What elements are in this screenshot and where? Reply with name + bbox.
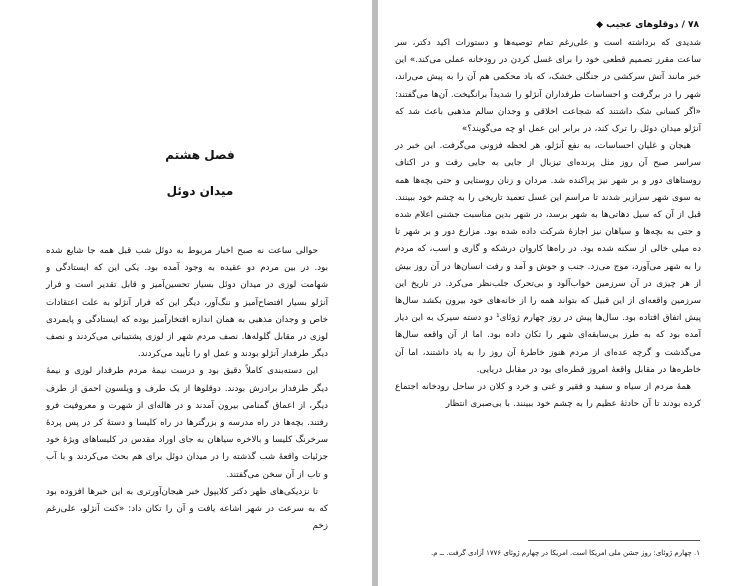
paragraph: هیجان و غلیان احساسات، به نفع آنژلو، هر لحظه فزونی می‌گرفت. این خبر در سراسر صبح آن روز مثل پرنده‌ای تیزبال از جایی به جایی رفت و در اکناف روستاهای دور و بر شهر نیز پراکنده شد. مردان و زنان روستایی و حتی بچه‌ها همه به سوی شهر سرازیر شدند تا مراسم این غسل تعمید تاریخی را به چشم خود ببینند. قبل از آن که سیل دهاتی‌ها به شهر برسد، در شهر بدین مناسبت جشنی اعلام شده و حتی به بچه‌ها و سیاهان نیز اجازهٔ شرکت داده شده بود. مزارع دور و بر شهر تا ده میلی خالی از سکنه شده بود. در راه‌ها کاروان درشکه و گاری و اسب، که مردم را به شهر می‌آورد، موج می‌زد. جنب و جوش و آمد و رفت انسان‌ها در آن روز بیش از هر چیزی در آن سرزمین خواب‌آلود و بی‌تحرک جلب‌نظر می‌کرد. در تاریخ این سرزمین واقعه‌ای از این قبیل که بتواند همه را از خانه‌های خود بیرون بکشد سال‌ها پیش اتفاق افتاده بود. سال‌ها پیش در روز چهارم ژوئای¹ دو دسته سیرک به این دیار آمده بود که به طرز بی‌سابقه‌ای شهر را تکان داده بود. اما از آن واقعه سال‌ها می‌گذشت و گرچه عده‌ای از مردم هنوز خاطرهٔ آن روز را به یاد داشتند، اما آن خاطره‌ها در مقابل واقعهٔ امروز قطره‌ای بود در مقابل دریایی.: [395, 141, 701, 375]
footnote: ۱. چهارم ژوئای: روز جشن ملی امریکا است. امریکا در چهارم ژوئای ۱۷۷۶ آزادی گرفت. ــ م.: [431, 549, 700, 557]
chapter-subtitle: میدان دوئل: [166, 184, 234, 198]
right-page: [378, 0, 750, 586]
running-header: ۷۸ / دوقلوهای عجیب ◆: [596, 20, 699, 30]
right-body-text: [395, 35, 701, 413]
paragraph: این دسته‌بندی کاملاً دقیق بود و درست نیمهٔ مردم طرفدار لوزی و نیمهٔ دیگر طرفدار برادرش بودند. دوقلوها از یک طرف و ویلسون احمق از طرف دیگر، از اعماق گمنامی بیرون آمدند و در هاله‌ای از شهرت و معروفیت فرو رفتند. بچه‌ها در راه مدرسه و بزرگترها در راه کلیسا و دستهٔ کر در پس پردهٔ سرخرنگ کلیسا و بالاخره سیاهان به جای اوراد مقدس در کلیساهای ویژهٔ خود جزئیات واقعهٔ شب گذشته را در میدان دوئل برای هم بحث می‌کردند و با آب و تاب از آن سخن می‌گفتند.: [46, 366, 328, 480]
left-body-text: [46, 243, 328, 535]
paragraph: همهٔ مردم از سیاه و سفید و فقیر و غنی و خرد و کلان در ساحل رودخانه اجتماع کرده بودند تا آن حادثهٔ عظیم را به چشم خود ببینند. با بی‌صبری انتظار: [395, 382, 701, 410]
paragraph: تا نزدیکی‌های ظهر دکتر کلایپول خبر هیجان‌آورتری به این خبرها افزوده بود که به سرعت در شهر اشاعه یافت و آن را تکان داد: «کنت آنژلو، علی‌رغم زخم: [46, 486, 328, 532]
left-page: [0, 0, 372, 586]
chapter-title: فصل هشتم: [165, 148, 235, 162]
paragraph: حوالی ساعت نه صبح اخبار مربوط به دوئل شب قبل همه جا شایع شده بود. در بین مردم دو عقیده به وجود آمده بود. یکی این که ایستادگی و شهامت لوزی در میدان دوئل بسیار تحسین‌آمیز و قابل تقدیر است و فرار آنژلو بسیار افتضاح‌آمیز و ننگ‌آور، دیگر این که فرار آنژلو به علت اعتقادات خاص و وجدان مذهبی به همان اندازه افتخارآمیز بوده که ایستادگی و پایمردی لوزی در مقابل گلوله‌ها. نصف مردم شهر از لوزی پشتیبانی می‌کردند و نصف دیگر طرفدار آنژلو بودند و عمل او را تأیید می‌کردند.: [46, 246, 328, 360]
footnote-divider: [528, 540, 700, 541]
paragraph: شدیدی که برداشته است و علی‌رغم تمام توصیه‌ها و دستورات اکید دکتر، سر ساعت مقرر تصمیم قطعی خود را برای غسل کردن در رودخانه عملی می‌کند.» این خبر مانند آتش سرکشی در جنگلی خشک، که باد محکمی هم آن را به پیش می‌راند، شهر را در برگرفت و احساسات طرفداران آنژلو را شدیداً برانگیخت. آن‌ها می‌گفتند: «اگر کسانی شک داشتند که شجاعت اخلاقی و وجدان سالم مذهبی باعث شد که آنژلو میدان دوئل را ترک کند، در برابر این عمل او چه می‌گویند؟»: [395, 38, 701, 135]
